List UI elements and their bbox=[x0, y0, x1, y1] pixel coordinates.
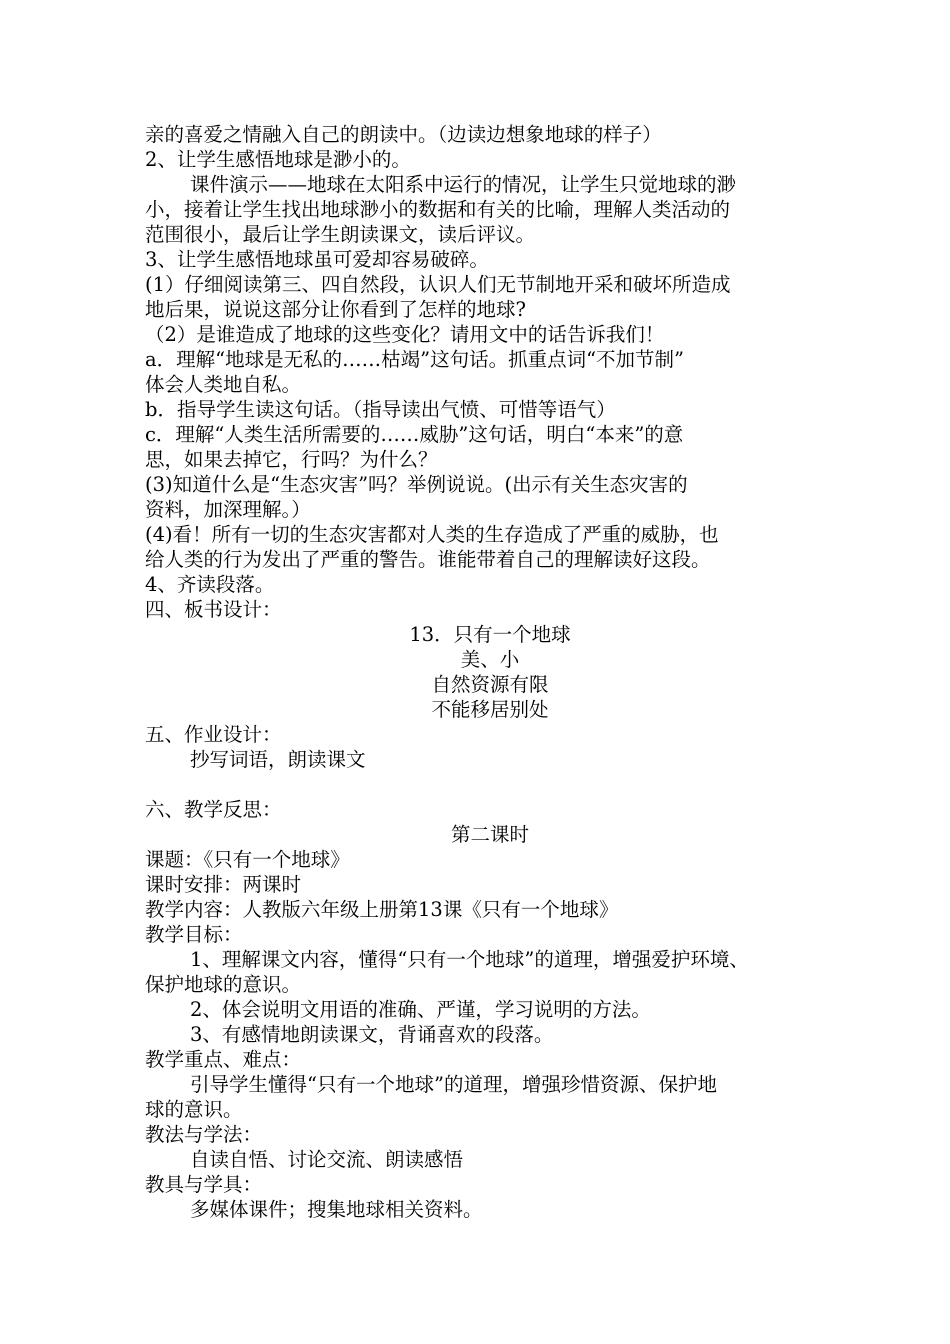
text-line: 亲的喜爱之情融入自己的朗读中。（边读边想象地球的样子） bbox=[145, 123, 662, 146]
text-line: b．指导学生读这句话。（指导读出气愤、可惜等语气） bbox=[145, 398, 616, 421]
text-line: 引导学生懂得“只有一个地球”的道理，增强珍惜资源、保护地 bbox=[190, 1073, 717, 1096]
text-line: 自读自悟、讨论交流、朗读感悟 bbox=[190, 1148, 464, 1171]
text-line: 给人类的行为发出了严重的警告。谁能带着自己的理解读好这段。 bbox=[145, 548, 711, 571]
text-line: 保护地球的意识。 bbox=[145, 973, 302, 996]
section-heading: 六、教学反思： bbox=[145, 798, 282, 821]
text-line: 地后果，说说这部分让你看到了怎样的地球? bbox=[145, 298, 526, 321]
text-line: 3、有感情地朗读课文，背诵喜欢的段落。 bbox=[190, 1023, 554, 1046]
document-page bbox=[145, 122, 835, 1222]
text-line: c．理解“人类生活所需要的……威胁”这句话，明白“本来”的意 bbox=[145, 423, 684, 446]
text-line: 体会人类地自私。 bbox=[145, 373, 302, 396]
text-line: 课题：《只有一个地球》 bbox=[145, 848, 350, 871]
section-heading: 教法与学法： bbox=[145, 1123, 263, 1146]
blank-line bbox=[145, 772, 835, 797]
text-line: (4)看！所有一切的生态灾害都对人类的生存造成了严重的威胁，也 bbox=[145, 523, 719, 546]
board-title: 13．只有一个地球 bbox=[409, 623, 571, 646]
section-heading: 四、板书设计： bbox=[145, 598, 282, 621]
text-line: 思，如果去掉它，行吗？为什么？ bbox=[145, 448, 438, 471]
section-heading: 教学重点、难点： bbox=[145, 1048, 302, 1071]
section-heading: 4、齐读段落。 bbox=[145, 573, 275, 596]
section-heading: 五、作业设计： bbox=[145, 723, 282, 746]
lesson-title: 第二课时 bbox=[450, 823, 529, 846]
text-line: 课件演示——地球在太阳系中运行的情况，让学生只觉地球的渺 bbox=[190, 173, 737, 196]
text-line: 2、体会说明文用语的准确、严谨，学习说明的方法。 bbox=[190, 998, 651, 1021]
text-line: 教学内容：人教版六年级上册第13课《只有一个地球》 bbox=[145, 898, 619, 921]
text-line: （2）是谁造成了地球的这些变化？请用文中的话告诉我们！ bbox=[145, 323, 665, 346]
text-line: 多媒体课件；搜集地球相关资料。 bbox=[190, 1198, 483, 1221]
section-heading: 教学目标： bbox=[145, 923, 243, 946]
text-line: 范围很小，最后让学生朗读课文，读后评议。 bbox=[145, 223, 536, 246]
text-line: (1）仔细阅读第三、四自然段，认识人们无节制地开采和破坏所造成 bbox=[145, 273, 731, 296]
text-line: a．理解“地球是无私的……枯竭”这句话。抓重点词“不加节制” bbox=[145, 348, 685, 371]
board-line: 美、小 bbox=[460, 648, 520, 671]
board-line: 自然资源有限 bbox=[431, 673, 549, 696]
section-heading: 3、让学生感悟地球虽可爱却容易破碎。 bbox=[145, 248, 489, 271]
text-line: 抄写词语，朗读课文 bbox=[190, 748, 366, 771]
board-line: 不能移居别处 bbox=[431, 698, 549, 721]
section-heading: 2、让学生感悟地球是渺小的。 bbox=[145, 148, 411, 171]
text-line: 小，接着让学生找出地球渺小的数据和有关的比喻，理解人类活动的 bbox=[145, 198, 731, 221]
text-line: (3)知道什么是“生态灾害”吗？举例说说。(出示有关生态灾害的 bbox=[145, 473, 688, 496]
text-line: 球的意识。 bbox=[145, 1098, 243, 1121]
section-heading: 教具与学具： bbox=[145, 1173, 263, 1196]
text-line: 1、理解课文内容，懂得“只有一个地球”的道理，增强爱护环境、 bbox=[190, 948, 749, 971]
text-line: 课时安排：两课时 bbox=[145, 873, 302, 896]
text-line: 资料，加深理解。） bbox=[145, 498, 311, 521]
